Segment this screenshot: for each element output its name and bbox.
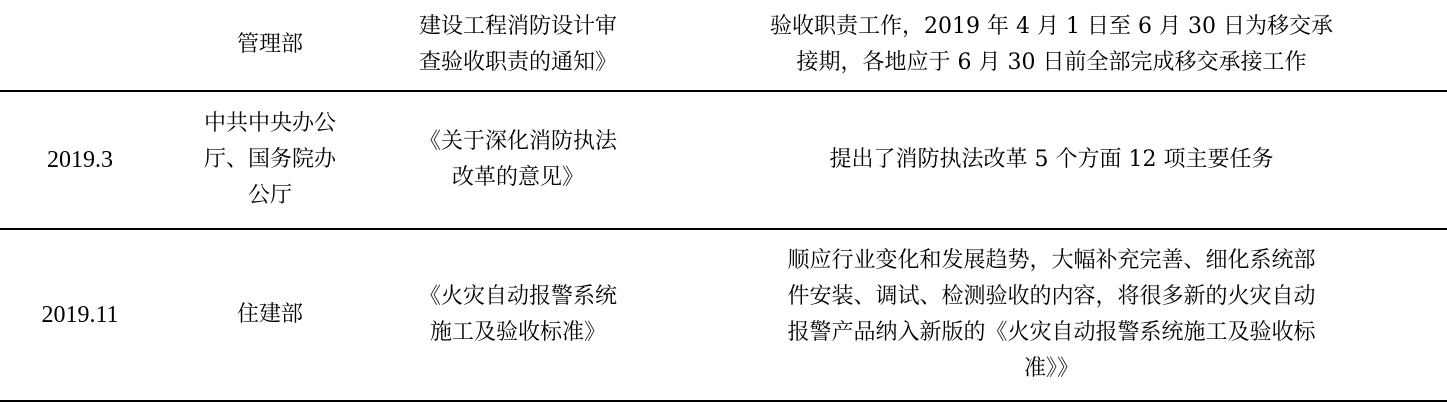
table-row xyxy=(0,0,1447,91)
content-cell: 验收职责工作，2019 年 4 月 1 日至 6 月 30 日为移交承 接期，各地应于 6 月 30 日前全部完成移交承接工作 xyxy=(770,14,1333,75)
document-cell: 建设工程消防设计审 查验收职责的通知》 xyxy=(418,14,617,75)
issuer-cell: 住建部 xyxy=(160,229,380,401)
document-cell: 《关于深化消防执法 改革的意见》 xyxy=(380,91,656,229)
table-row xyxy=(0,91,1447,229)
document-cell: 《火灾自动报警系统 施工及验收标准》 xyxy=(380,229,656,401)
content-cell: 提出了消防执法改革 5 个方面 12 项主要任务 xyxy=(656,91,1447,229)
year-cell: 2019.11 xyxy=(0,229,160,401)
content-cell: 顺应行业变化和发展趋势，大幅补充完善、细化系统部 件安装、调试、检测验收的内容，将很多新的火灾自动 报警产品纳入新版的《火灾自动报警系统施工及验收标 准》》 xyxy=(656,229,1447,401)
year-cell: 2019.3 xyxy=(0,91,160,229)
issuer-cell: 管理部 xyxy=(236,32,303,57)
table-row xyxy=(0,229,1447,401)
year-cell xyxy=(0,0,160,91)
issuer-cell: 中共中央办公 厅、国务院办 公厅 xyxy=(160,91,380,229)
